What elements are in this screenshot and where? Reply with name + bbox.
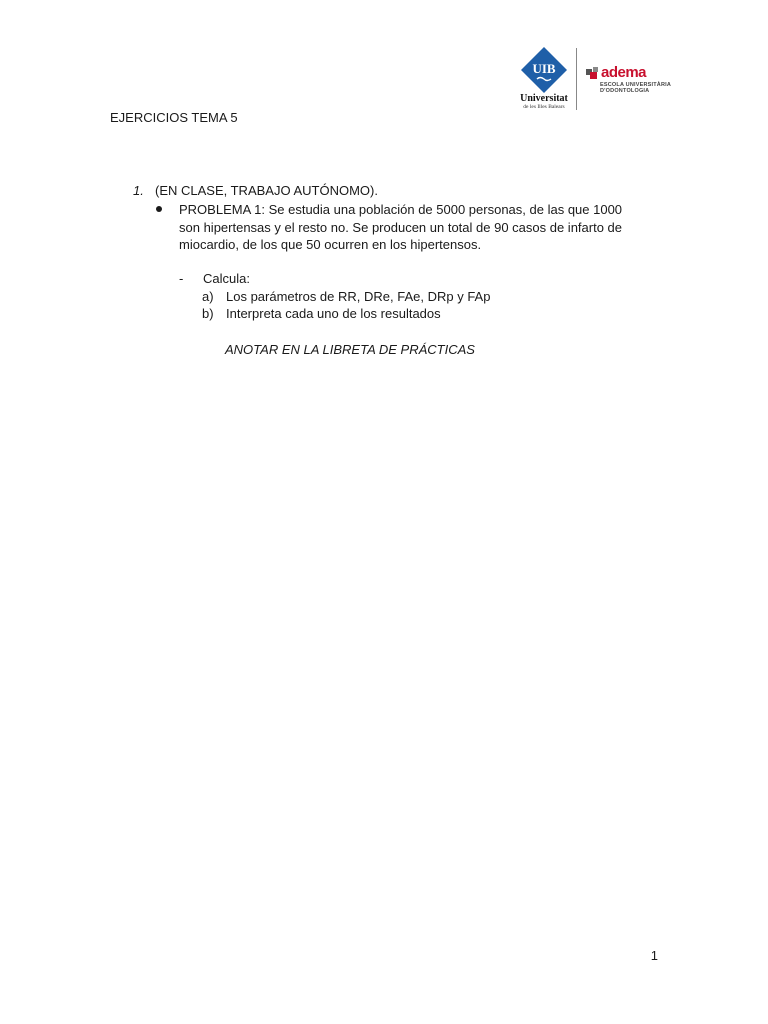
problem-text: PROBLEMA 1: Se estudia una población de 5000 personas, de las que 1000 son hipertensas y el resto no. Se producen un total de 90 casos de infarto de miocardio, de los que 50 ocurren en los hipertensos. — [179, 202, 623, 252]
adema-line1: ESCOLA UNIVERSITÀRIA — [600, 82, 672, 88]
subitem-text: Interpreta cada uno de los resultados — [226, 306, 441, 321]
exercise-item-1 — [133, 183, 378, 198]
calcula-item — [179, 271, 250, 286]
subitem-b — [202, 306, 441, 321]
uib-subtitle: de les Illes Balears — [523, 104, 565, 110]
adema-name: adema — [601, 64, 647, 81]
header-logos — [516, 44, 672, 114]
adema-mark-icon — [586, 66, 602, 80]
exercise-number: 1. — [133, 183, 144, 198]
subitem-letter: b) — [202, 306, 214, 321]
uib-diamond-icon — [520, 46, 568, 94]
uib-logo-text: UIB — [532, 61, 556, 76]
page-number: 1 — [650, 948, 658, 963]
subitem-letter: a) — [202, 289, 214, 304]
bullet-icon — [156, 206, 162, 212]
subitem-a — [202, 289, 490, 304]
uib-logo — [516, 44, 572, 114]
subitem-text: Los parámetros de RR, DRe, FAe, DRp y FAp — [226, 289, 491, 304]
calcula-label: Calcula: — [203, 271, 250, 286]
adema-line2: D'ODONTOLOGIA — [600, 88, 650, 94]
exercise-heading: (EN CLASE, TRABAJO AUTÓNOMO). — [155, 183, 378, 198]
logo-divider — [576, 48, 577, 110]
adema-logo — [586, 64, 672, 98]
dash-marker: - — [179, 271, 184, 286]
practice-note: ANOTAR EN LA LIBRETA DE PRÁCTICAS — [225, 342, 475, 357]
uib-name: Universitat — [520, 93, 568, 104]
problem-bullet — [156, 201, 646, 254]
document-title: EJERCICIOS TEMA 5 — [110, 110, 238, 125]
